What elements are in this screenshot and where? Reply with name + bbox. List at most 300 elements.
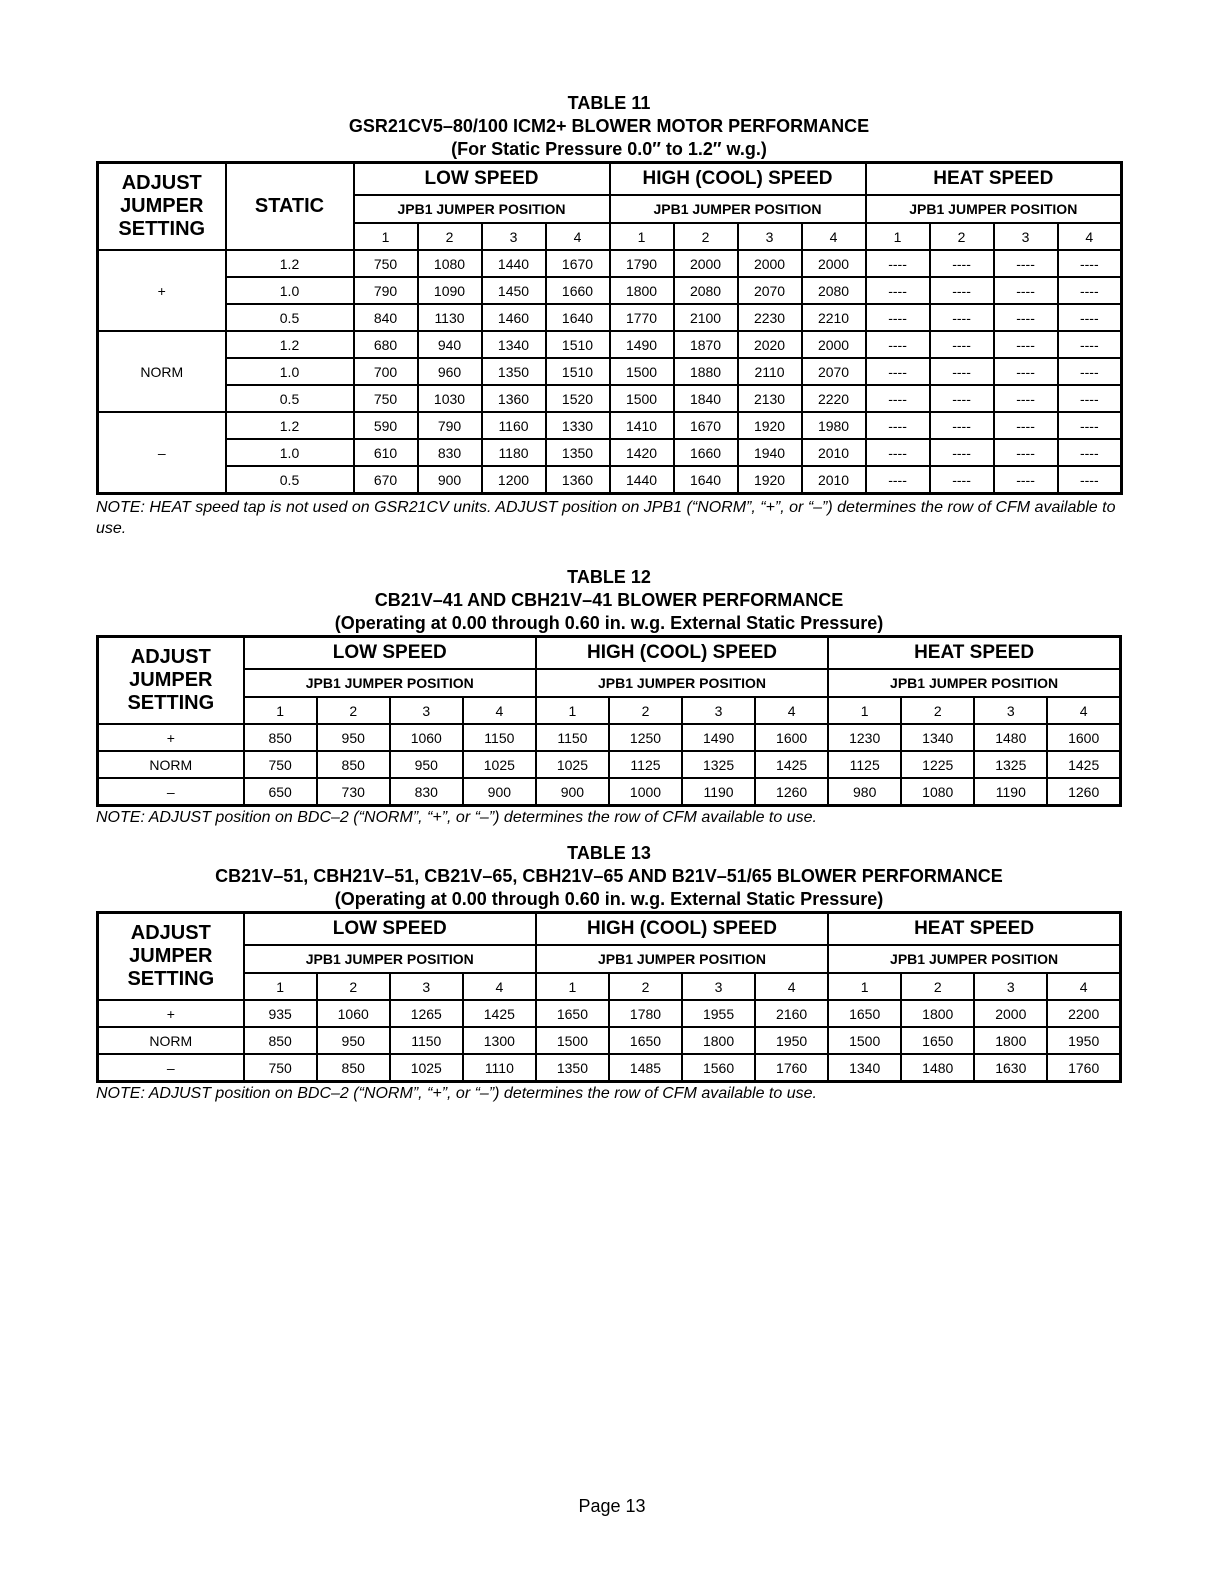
cfm-cell: 1350 [536,1054,609,1082]
cfm-cell: 960 [418,358,482,385]
position-number: 4 [755,973,828,1000]
cfm-cell: ---- [930,250,994,277]
cfm-cell: 1640 [546,304,610,331]
cfm-cell: 680 [354,331,418,358]
cfm-cell: ---- [1058,385,1122,412]
cfm-cell: 1325 [682,751,755,778]
cfm-cell: ---- [994,412,1058,439]
cfm-cell: 1420 [610,439,674,466]
cfm-cell: 950 [390,751,463,778]
static-header: STATIC [226,163,354,251]
position-number: 1 [536,697,609,724]
table-12-title: CB21V–41 AND CBH21V–41 BLOWER PERFORMANCE [374,590,844,610]
speed-group-header: HIGH (COOL) SPEED [610,163,866,196]
cfm-cell: 1490 [610,331,674,358]
cfm-cell: 1500 [536,1027,609,1054]
adjust-setting-cell: NORM [98,1027,244,1054]
cfm-cell: 750 [244,1054,317,1082]
cfm-cell: 1780 [609,1000,682,1027]
cfm-cell: 1360 [482,385,546,412]
position-number: 1 [244,973,317,1000]
cfm-cell: 900 [536,778,609,806]
position-number: 3 [390,697,463,724]
cfm-cell: 1440 [610,466,674,494]
cfm-cell: 1060 [390,724,463,751]
jumper-position-header: JPB1 JUMPER POSITION [536,669,828,697]
speed-group-header: HEAT SPEED [828,637,1120,670]
cfm-cell: ---- [1058,358,1122,385]
cfm-cell: 1410 [610,412,674,439]
adjust-jumper-header: ADJUST JUMPER SETTING [98,637,244,725]
position-number: 4 [546,223,610,250]
cfm-cell: 1260 [1047,778,1120,806]
jumper-position-header: JPB1 JUMPER POSITION [354,195,610,223]
static-cell: 0.5 [226,304,354,331]
cfm-cell: 1770 [610,304,674,331]
cfm-cell: ---- [1058,466,1122,494]
cfm-cell: 700 [354,358,418,385]
table-row [98,1054,1121,1082]
cfm-cell: ---- [866,358,930,385]
cfm-cell: ---- [866,304,930,331]
jumper-position-header: JPB1 JUMPER POSITION [536,945,828,973]
cfm-cell: ---- [994,250,1058,277]
cfm-cell: 1360 [546,466,610,494]
table-row [98,277,1122,304]
cfm-cell: 1200 [482,466,546,494]
cfm-cell: 1350 [482,358,546,385]
position-number: 2 [609,697,682,724]
table-row [98,724,1121,751]
position-number: 3 [738,223,802,250]
jumper-position-header: JPB1 JUMPER POSITION [828,669,1120,697]
cfm-cell: 1030 [418,385,482,412]
position-number: 1 [866,223,930,250]
cfm-cell: 2160 [755,1000,828,1027]
cfm-cell: 790 [418,412,482,439]
position-number: 2 [609,973,682,1000]
table-12-caption [96,566,1122,635]
table-row [98,358,1122,385]
cfm-cell: 850 [244,1027,317,1054]
cfm-cell: ---- [866,439,930,466]
cfm-cell: 2020 [738,331,802,358]
position-number: 3 [682,697,755,724]
cfm-cell: 730 [317,778,390,806]
table-12-section [96,566,1122,828]
speed-group-header: LOW SPEED [354,163,610,196]
cfm-cell: 1150 [390,1027,463,1054]
static-cell: 1.0 [226,277,354,304]
cfm-cell: 1500 [610,358,674,385]
cfm-cell: 2010 [802,466,866,494]
cfm-cell: 950 [317,1027,390,1054]
cfm-cell: 750 [354,385,418,412]
cfm-cell: ---- [994,277,1058,304]
cfm-cell: 1940 [738,439,802,466]
adjust-setting-cell: – [98,778,244,806]
table-12-number: TABLE 12 [567,567,651,587]
cfm-cell: 1060 [317,1000,390,1027]
cfm-cell: ---- [994,385,1058,412]
cfm-cell: 1650 [536,1000,609,1027]
cfm-cell: 2080 [674,277,738,304]
table-row [98,1027,1121,1054]
position-number: 1 [828,973,901,1000]
cfm-cell: ---- [994,466,1058,494]
cfm-cell: 1510 [546,331,610,358]
static-cell: 1.0 [226,439,354,466]
static-cell: 1.2 [226,331,354,358]
cfm-cell: 1460 [482,304,546,331]
cfm-cell: 2000 [974,1000,1047,1027]
cfm-cell: 1490 [682,724,755,751]
header-row-positions [98,973,1121,1000]
cfm-cell: 1190 [974,778,1047,806]
cfm-cell: 1180 [482,439,546,466]
cfm-cell: ---- [866,385,930,412]
adjust-setting-cell: + [98,1000,244,1027]
speed-group-header: HIGH (COOL) SPEED [536,913,828,946]
table-13-number: TABLE 13 [567,843,651,863]
cfm-cell: 1800 [974,1027,1047,1054]
table-row [98,466,1122,494]
cfm-cell: 2000 [674,250,738,277]
position-number: 1 [536,973,609,1000]
position-number: 2 [930,223,994,250]
cfm-cell: 1790 [610,250,674,277]
cfm-cell: 790 [354,277,418,304]
cfm-cell: ---- [930,466,994,494]
cfm-cell: 2070 [738,277,802,304]
jumper-position-header: JPB1 JUMPER POSITION [244,669,536,697]
table-12 [96,635,1122,807]
cfm-cell: 1340 [828,1054,901,1082]
cfm-cell: 840 [354,304,418,331]
table-row [98,1000,1121,1027]
cfm-cell: 830 [418,439,482,466]
table-11-section [96,92,1122,539]
cfm-cell: ---- [866,331,930,358]
cfm-cell: 1500 [828,1027,901,1054]
cfm-cell: 1950 [755,1027,828,1054]
position-number: 4 [1047,697,1120,724]
table-11-caption [96,92,1122,161]
static-cell: 1.2 [226,250,354,277]
position-number: 2 [317,697,390,724]
cfm-cell: ---- [930,358,994,385]
cfm-cell: 1800 [610,277,674,304]
position-number: 4 [1058,223,1122,250]
position-number: 3 [994,223,1058,250]
cfm-cell: 980 [828,778,901,806]
cfm-cell: 1425 [463,1000,536,1027]
cfm-cell: 1150 [463,724,536,751]
cfm-cell: 850 [317,1054,390,1082]
adjust-setting-cell: + [98,250,226,331]
cfm-cell: 850 [244,724,317,751]
cfm-cell: 1660 [546,277,610,304]
cfm-cell: 2230 [738,304,802,331]
cfm-cell: 1325 [974,751,1047,778]
position-number: 2 [901,697,974,724]
table-13-section [96,842,1122,1104]
table-12-subtitle: (Operating at 0.00 through 0.60 in. w.g. External Static Pressure) [334,613,884,633]
cfm-cell: 1425 [1047,751,1120,778]
cfm-cell: 2000 [802,250,866,277]
position-number: 1 [828,697,901,724]
cfm-cell: 2110 [738,358,802,385]
cfm-cell: 1950 [1047,1027,1120,1054]
cfm-cell: ---- [930,277,994,304]
cfm-cell: 1670 [546,250,610,277]
cfm-cell: 1190 [682,778,755,806]
cfm-cell: ---- [930,439,994,466]
adjust-jumper-header: ADJUST JUMPER SETTING [98,163,226,251]
position-number: 1 [610,223,674,250]
cfm-cell: 2210 [802,304,866,331]
table-13 [96,911,1122,1083]
position-number: 4 [755,697,828,724]
cfm-cell: 1500 [610,385,674,412]
cfm-cell: 1230 [828,724,901,751]
cfm-cell: 2070 [802,358,866,385]
cfm-cell: 1300 [463,1027,536,1054]
jumper-position-header: JPB1 JUMPER POSITION [244,945,536,973]
jumper-position-header: JPB1 JUMPER POSITION [828,945,1120,973]
speed-group-header: HIGH (COOL) SPEED [536,637,828,670]
table-row [98,250,1122,277]
cfm-cell: 1920 [738,466,802,494]
cfm-cell: 2010 [802,439,866,466]
cfm-cell: 900 [463,778,536,806]
cfm-cell: 850 [317,751,390,778]
position-number: 1 [244,697,317,724]
cfm-cell: 1080 [901,778,974,806]
cfm-cell: 1760 [1047,1054,1120,1082]
jumper-position-header: JPB1 JUMPER POSITION [866,195,1122,223]
adjust-setting-cell: + [98,724,244,751]
cfm-cell: ---- [930,385,994,412]
cfm-cell: 1520 [546,385,610,412]
cfm-cell: 2080 [802,277,866,304]
table-row [98,385,1122,412]
cfm-cell: 1640 [674,466,738,494]
table-13-caption [96,842,1122,911]
table-row [98,304,1122,331]
cfm-cell: 590 [354,412,418,439]
cfm-cell: 1650 [609,1027,682,1054]
jumper-position-header: JPB1 JUMPER POSITION [610,195,866,223]
cfm-cell: 1350 [546,439,610,466]
cfm-cell: 1150 [536,724,609,751]
cfm-cell: 2000 [738,250,802,277]
cfm-cell: 1630 [974,1054,1047,1082]
cfm-cell: 1080 [418,250,482,277]
cfm-cell: 1130 [418,304,482,331]
cfm-cell: 1450 [482,277,546,304]
cfm-cell: ---- [1058,277,1122,304]
cfm-cell: ---- [1058,412,1122,439]
header-row-jumper [98,669,1121,697]
cfm-cell: 1840 [674,385,738,412]
position-number: 3 [390,973,463,1000]
cfm-cell: 830 [390,778,463,806]
cfm-cell: ---- [930,412,994,439]
cfm-cell: 1440 [482,250,546,277]
cfm-cell: 1250 [609,724,682,751]
cfm-cell: 1090 [418,277,482,304]
cfm-cell: 2220 [802,385,866,412]
cfm-cell: 2000 [802,331,866,358]
table-11-number: TABLE 11 [567,93,651,113]
speed-group-header: LOW SPEED [244,637,536,670]
cfm-cell: 1560 [682,1054,755,1082]
cfm-cell: 1800 [682,1027,755,1054]
cfm-cell: ---- [1058,304,1122,331]
cfm-cell: 1025 [390,1054,463,1082]
cfm-cell: 1160 [482,412,546,439]
cfm-cell: 1340 [482,331,546,358]
static-cell: 1.0 [226,358,354,385]
cfm-cell: 940 [418,331,482,358]
cfm-cell: ---- [930,304,994,331]
table-11-title: GSR21CV5–80/100 ICM2+ BLOWER MOTOR PERFORMANCE [348,116,870,136]
position-number: 4 [463,697,536,724]
cfm-cell: 950 [317,724,390,751]
cfm-cell: 1340 [901,724,974,751]
table-13-note: NOTE: ADJUST position on BDC–2 (“NORM”, “+”, or “–”) determines the row of CFM available to use. [96,1085,817,1102]
table-row [98,778,1121,806]
cfm-cell: 1920 [738,412,802,439]
table-12-note: NOTE: ADJUST position on BDC–2 (“NORM”, “+”, or “–”) determines the row of CFM available to use. [96,809,817,826]
cfm-cell: 2200 [1047,1000,1120,1027]
cfm-cell: 1480 [901,1054,974,1082]
header-row-speed [98,163,1122,196]
adjust-setting-cell: – [98,1054,244,1082]
cfm-cell: 1110 [463,1054,536,1082]
cfm-cell: ---- [866,412,930,439]
cfm-cell: ---- [994,358,1058,385]
speed-group-header: HEAT SPEED [828,913,1120,946]
adjust-setting-cell: – [98,412,226,494]
table-11-note: NOTE: HEAT speed tap is not used on GSR21CV units. ADJUST position on JPB1 (“NORM”, “+”, or “–”) determines the row of CFM available to use. [96,499,1116,537]
table-row [98,439,1122,466]
cfm-cell: 1510 [546,358,610,385]
cfm-cell: 1265 [390,1000,463,1027]
cfm-cell: 1660 [674,439,738,466]
table-row [98,751,1121,778]
cfm-cell: ---- [1058,250,1122,277]
position-number: 2 [418,223,482,250]
position-number: 2 [317,973,390,1000]
cfm-cell: 610 [354,439,418,466]
cfm-cell: 1480 [974,724,1047,751]
static-cell: 1.2 [226,412,354,439]
table-13-subtitle: (Operating at 0.00 through 0.60 in. w.g. External Static Pressure) [334,889,884,909]
cfm-cell: 670 [354,466,418,494]
position-number: 3 [974,973,1047,1000]
cfm-cell: 1650 [828,1000,901,1027]
position-number: 3 [974,697,1047,724]
cfm-cell: 1760 [755,1054,828,1082]
cfm-cell: 1330 [546,412,610,439]
cfm-cell: 1980 [802,412,866,439]
table-row [98,331,1122,358]
adjust-jumper-header: ADJUST JUMPER SETTING [98,913,244,1001]
cfm-cell: 750 [244,751,317,778]
position-number: 2 [674,223,738,250]
cfm-cell: 2100 [674,304,738,331]
cfm-cell: 1870 [674,331,738,358]
cfm-cell: ---- [994,304,1058,331]
header-row-positions [98,697,1121,724]
header-row-speed [98,637,1121,670]
cfm-cell: 1425 [755,751,828,778]
adjust-setting-cell: NORM [98,331,226,412]
cfm-cell: 1125 [828,751,901,778]
cfm-cell: 900 [418,466,482,494]
position-number: 4 [802,223,866,250]
cfm-cell: 1025 [536,751,609,778]
cfm-cell: ---- [1058,439,1122,466]
page-number: Page 13 [578,1496,646,1516]
cfm-cell: 1225 [901,751,974,778]
position-number: 4 [1047,973,1120,1000]
cfm-cell: 1600 [755,724,828,751]
cfm-cell: 750 [354,250,418,277]
cfm-cell: 935 [244,1000,317,1027]
cfm-cell: ---- [1058,331,1122,358]
cfm-cell: 1955 [682,1000,755,1027]
table-13-title: CB21V–51, CBH21V–51, CB21V–65, CBH21V–65 AND B21V–51/65 BLOWER PERFORMANCE [215,866,1003,886]
speed-group-header: LOW SPEED [244,913,536,946]
position-number: 3 [682,973,755,1000]
cfm-cell: 1125 [609,751,682,778]
cfm-cell: 1600 [1047,724,1120,751]
cfm-cell: ---- [866,466,930,494]
cfm-cell: 1485 [609,1054,682,1082]
cfm-cell: ---- [866,250,930,277]
cfm-cell: 1025 [463,751,536,778]
position-number: 1 [354,223,418,250]
table-row [98,412,1122,439]
cfm-cell: 1650 [901,1027,974,1054]
table-11 [96,161,1123,495]
static-cell: 0.5 [226,385,354,412]
header-row-jumper [98,945,1121,973]
cfm-cell: 1800 [901,1000,974,1027]
cfm-cell: 2130 [738,385,802,412]
cfm-cell: ---- [994,439,1058,466]
adjust-setting-cell: NORM [98,751,244,778]
cfm-cell: ---- [930,331,994,358]
header-row-speed [98,913,1121,946]
cfm-cell: 1880 [674,358,738,385]
cfm-cell: 1000 [609,778,682,806]
cfm-cell: 1260 [755,778,828,806]
cfm-cell: ---- [866,277,930,304]
position-number: 4 [463,973,536,1000]
position-number: 2 [901,973,974,1000]
cfm-cell: 650 [244,778,317,806]
cfm-cell: ---- [994,331,1058,358]
table-11-subtitle: (For Static Pressure 0.0″ to 1.2″ w.g.) [451,139,767,159]
speed-group-header: HEAT SPEED [866,163,1122,196]
cfm-cell: 1670 [674,412,738,439]
static-cell: 0.5 [226,466,354,494]
position-number: 3 [482,223,546,250]
